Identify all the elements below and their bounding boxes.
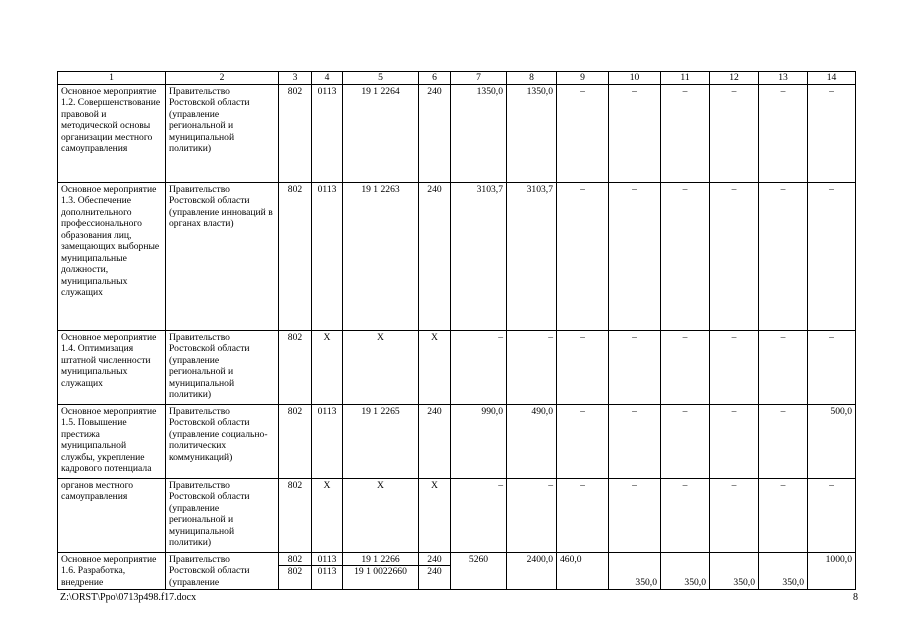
value-cell-c9: – [557,478,609,552]
value-cell-c7: – [451,330,507,404]
executor-cell: Правительство Ростовской области (управление [166,552,279,590]
header-cell: 2 [166,72,279,85]
value-cell-c13: – [759,330,808,404]
value-cell-c6 [419,552,451,590]
header-cell: 10 [609,72,661,85]
value-cell-c11 [661,552,710,590]
activity-name-cell: Основное мероприятие 1.6. Разработка, внедрение [58,552,166,590]
value-cell-c8: – [507,330,557,404]
value-cell-c4: 0113 [312,404,343,478]
header-cell: 13 [759,72,808,85]
value-cell-c4: 0113 [312,182,343,330]
value-cell-c10: – [609,182,661,330]
value-cell-c11: – [661,330,710,404]
table-row-last [58,552,856,590]
header-cell: 12 [710,72,759,85]
value-cell-c12: – [710,182,759,330]
value-cell-c4: 0113 [312,84,343,182]
executor-cell: Правительство Ростовской области (управление региональной и муниципальной политики) [166,330,279,404]
value-cell-c5 [343,552,419,590]
value-cell-c12 [710,552,759,590]
value-cell-c13 [759,552,808,590]
value-cell-c10: – [609,84,661,182]
value-cell-c12: – [710,84,759,182]
value-line-a: 802 [279,554,311,567]
header-cell: 6 [419,72,451,85]
value-text: 350,0 [684,576,706,588]
value-line-a: 19 1 2266 [343,554,418,567]
value-cell-c8: 3103,7 [507,182,557,330]
value-cell-c9: – [557,182,609,330]
value-cell-c7: 3103,7 [451,182,507,330]
value-cell-c12: – [710,330,759,404]
value-cell-c6: X [419,478,451,552]
value-cell-c13: – [759,84,808,182]
value-cell-c10: – [609,404,661,478]
value-cell-c5: X [343,478,419,552]
value-cell-c5: 19 1 2264 [343,84,419,182]
value-cell-c10 [609,552,661,590]
value-line-a: 0113 [312,554,342,567]
value-cell-c8: – [507,478,557,552]
value-cell-c13: – [759,182,808,330]
value-cell-c6: 240 [419,404,451,478]
value-line-a: 240 [419,554,450,567]
executor-cell: Правительство Ростовской области (управление инноваций в органах власти) [166,182,279,330]
header-cell: 11 [661,72,710,85]
value-cell-c5: 19 1 2263 [343,182,419,330]
header-cell: 7 [451,72,507,85]
value-cell-c11: – [661,478,710,552]
value-cell-c7: 5260 [451,552,507,590]
header-cell: 1 [58,72,166,85]
value-line-b: 802 [287,566,303,577]
value-cell-c11: – [661,182,710,330]
table-row [58,404,856,478]
value-cell-c3: 802 [279,330,312,404]
header-cell: 5 [343,72,419,85]
value-cell-c13: – [759,404,808,478]
header-cell: 14 [808,72,856,85]
value-cell-c7: 990,0 [451,404,507,478]
value-cell-c4: X [312,330,343,404]
value-cell-c5: X [343,330,419,404]
activity-name-cell: Основное мероприятие 1.3. Обеспечение дополнительного профессионального образования лиц, замещающих выборные муниципальные должности, муниципальных служащих [58,182,166,330]
value-cell-c6: X [419,330,451,404]
page-number: 8 [853,592,858,603]
value-cell-c4: X [312,478,343,552]
budget-table [57,71,856,590]
value-cell-c12: – [710,404,759,478]
value-line-b: 0113 [317,566,337,577]
value-cell-c9: – [557,330,609,404]
value-line-b: 240 [427,566,442,577]
activity-name-cell: Основное мероприятие 1.2. Совершенствование правовой и методической основы организации местного самоуправления [58,84,166,182]
value-cell-c14: – [808,330,856,404]
value-text: 350,0 [635,576,657,588]
value-cell-c3: 802 [279,84,312,182]
value-cell-c14: – [808,182,856,330]
value-cell-c9: – [557,404,609,478]
value-cell-c6: 240 [419,84,451,182]
footer-path: Z:\ORST\Ppo\0713p498.f17.docx [60,592,197,603]
value-cell-c8: 1350,0 [507,84,557,182]
activity-name-cell: Основное мероприятие 1.4. Оптимизация штатной численности муниципальных служащих [58,330,166,404]
header-cell: 8 [507,72,557,85]
value-cell-c10: – [609,478,661,552]
value-cell-c9: – [557,84,609,182]
header-cell: 9 [557,72,609,85]
table-row [58,84,856,182]
value-cell-c7: 1350,0 [451,84,507,182]
value-cell-c14: – [808,478,856,552]
value-cell-c12: – [710,478,759,552]
executor-cell: Правительство Ростовской области (управление региональной и муниципальной политики) [166,478,279,552]
value-cell-c6: 240 [419,182,451,330]
value-cell-c13: – [759,478,808,552]
value-cell-c5: 19 1 2265 [343,404,419,478]
value-cell-c11: – [661,84,710,182]
value-cell-c10: – [609,330,661,404]
value-cell-c8: 490,0 [507,404,557,478]
table-row [58,182,856,330]
value-cell-c4 [312,552,343,590]
value-cell-c9: 460,0 [557,552,609,590]
value-cell-c14: – [808,84,856,182]
value-cell-c3: 802 [279,404,312,478]
value-text: 350,0 [782,576,804,588]
header-cell: 3 [279,72,312,85]
executor-cell: Правительство Ростовской области (управление социально-политических коммуникаций) [166,404,279,478]
value-cell-c14: 500,0 [808,404,856,478]
header-cell: 4 [312,72,343,85]
activity-name-cell: органов местного самоуправления [58,478,166,552]
executor-cell: Правительство Ростовской области (управление региональной и муниципальной политики) [166,84,279,182]
value-cell-c3 [279,552,312,590]
table-row [58,330,856,404]
value-cell-c8: 2400,0 [507,552,557,590]
value-line-b: 19 1 0022660 [354,566,407,577]
value-cell-c11: – [661,404,710,478]
value-cell-c14: 1000,0 [808,552,856,590]
value-cell-c3: 802 [279,182,312,330]
value-text: 350,0 [733,576,755,588]
value-cell-c7: – [451,478,507,552]
header-row [58,72,856,85]
value-cell-c3: 802 [279,478,312,552]
table-row [58,478,856,552]
activity-name-cell: Основное мероприятие 1.5. Повышение престижа муниципальной службы, укрепление кадрового потенциала [58,404,166,478]
